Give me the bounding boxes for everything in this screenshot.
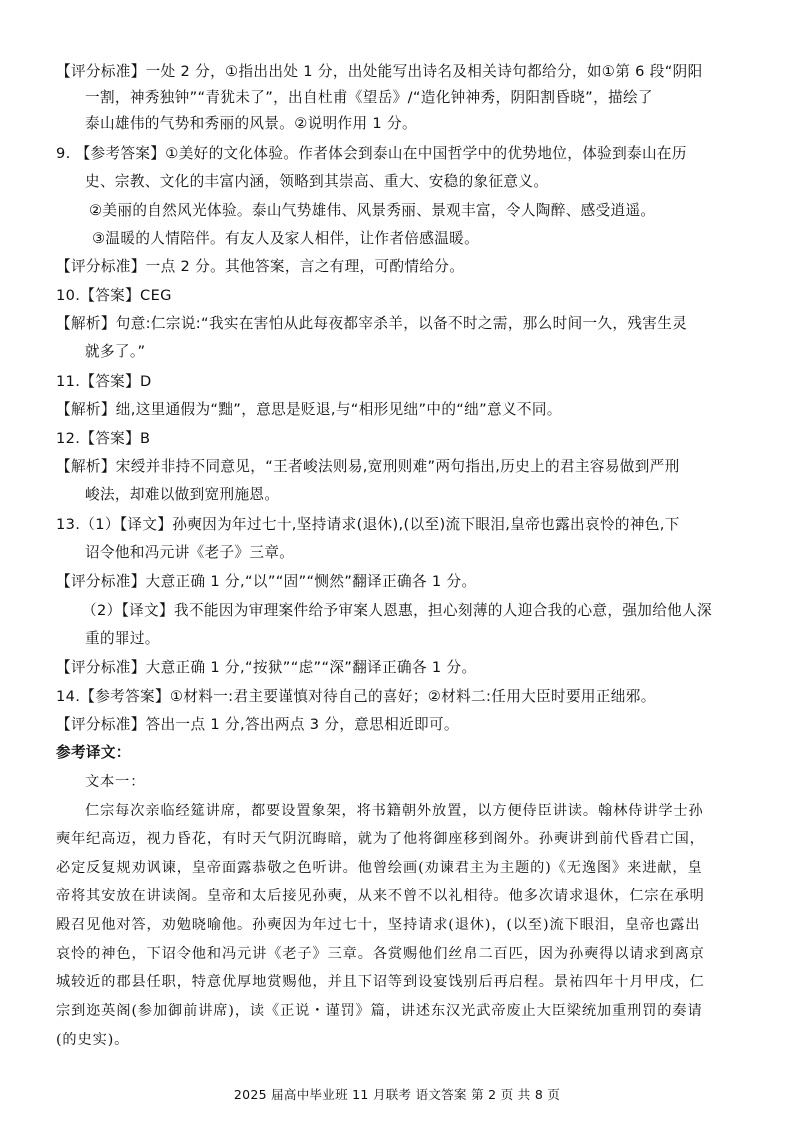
text-line: 城较近的郡县任职，特意优厚地赏赐他，并且下诏等到设宴饯别后再启程。景祐四年十月甲戌，仁 <box>56 974 705 990</box>
text-line: 史、宗教、文化的丰富内涵，领略到其崇高、重大、安稳的象征意义。 <box>85 173 549 190</box>
text-line: (的史实)。 <box>56 1032 130 1048</box>
text-line: 殿召见他对答，劝勉晓喻他。孙奭因为年过七十，坚持请求(退休)，(以至)流下眼泪，皇帝也露出 <box>56 917 701 933</box>
text-line: 重的罪过。 <box>85 630 160 647</box>
text-line: 【评分标准】一点 2 分。其他答案，言之有理，可酌情给分。 <box>56 258 465 275</box>
text-line: 【评分标准】大意正确 1 分,“按狱”“虑”“深”翻译正确各 1 分。 <box>56 659 477 676</box>
text-line: 【评分标准】大意正确 1 分,“以”“固”“恻然”翻译正确各 1 分。 <box>56 573 477 590</box>
text-line: 【解析】绌,这里通假为“黜”，意思是贬退,与“相形见绌”中的“绌”意义不同。 <box>56 401 562 418</box>
text-line: 14.【参考答案】①材料一:君主要谨慎对待自己的喜好；②材料二:任用大臣时要用正绌邪。 <box>56 688 656 705</box>
text-line: 12.【答案】B <box>56 430 151 447</box>
text-line: 【评分标准】答出一点 1 分,答出两点 3 分，意思相近即可。 <box>56 716 459 733</box>
text-line: 就多了。” <box>85 343 146 360</box>
text-line: 必定反复规劝讽谏，皇帝面露恭敬之色听讲。他曾绘画(劝谏君主为主题的)《无逸图》来进献，皇 <box>56 860 703 876</box>
text-line: 仁宗每次亲临经筵讲席，都要设置象架，将书籍朝外放置，以方便侍臣讲读。翰林侍讲学士孙 <box>85 803 704 819</box>
text-line: 【解析】句意:仁宗说:“我实在害怕从此每夜都宰杀羊，以备不时之需，那么时间一久，残害生灵 <box>56 315 688 332</box>
text-line: 【评分标准】一处 2 分，①指出出处 1 分，出处能写出诗名及相关诗句都给分，如①第 6 段“阴阳 <box>56 63 703 80</box>
text-line: 文本一： <box>85 774 146 790</box>
text-line: 9. 【参考答案】①美好的文化体验。作者体会到泰山在中国哲学中的优势地位，体验到泰山在历 <box>56 145 687 162</box>
text-line: ③温暖的人情陪伴。有友人及家人相伴，让作者倍感温暖。 <box>92 230 480 247</box>
text-line: 【解析】宋绶并非持不同意见，“王者峻法则易,宽刑则难”两句指出,历史上的君主容易做到严刑 <box>56 458 680 475</box>
text-line: 13.（1）【译文】孙奭因为年过七十,坚持请求(退休),(以至)流下眼泪,皇帝也露出哀怜的神色,下 <box>56 516 680 533</box>
text-line: 帝将其安放在讲读阁。皇帝和太后接见孙奭，从来不曾不以礼相待。他多次请求退休，仁宗在承明 <box>56 888 705 904</box>
text-line: 一割，神秀独钟”“青犹未了”，出自杜甫《望岳》/“造化钟神秀，阴阳割昏晓”，描绘了 <box>85 89 653 106</box>
text-line: （2）【译文】我不能因为审理案件给予审案人恩惠，担心刻薄的人迎合我的心意，强加给他人深 <box>82 602 712 619</box>
text-line: ②美丽的自然风光体验。泰山气势雄伟、风景秀丽、景观丰富，令人陶醉、感受逍遥。 <box>89 202 656 219</box>
text-line: 哀怜的神色，下诏令他和冯元讲《老子》三章。各赏赐他们丝帛二百匹，因为孙奭得以请求到离京 <box>56 946 705 962</box>
text-line: 诏令他和冯元讲《老子》三章。 <box>85 544 295 561</box>
text-line: 奭年纪高迈，视力昏花，有时天气阴沉晦暗，就为了他将御座移到阁外。孙奭讲到前代昏君亡国， <box>56 831 705 847</box>
text-line: 10.【答案】CEG <box>56 287 172 304</box>
page-footer: 2025 届高中毕业班 11 月联考 语文答案 第 2 页 共 8 页 <box>233 1087 561 1102</box>
text-line: 11.【答案】D <box>56 373 152 390</box>
section-heading: 参考译文： <box>56 744 131 761</box>
text-line: 泰山雄伟的气势和秀丽的风景。②说明作用 1 分。 <box>85 115 417 132</box>
text-line: 宗到迩英阁(参加御前讲席)，读《正说・谨罚》篇，讲述东汉光武帝废止大臣梁统加重刑罚的奏请 <box>56 1003 703 1019</box>
text-line: 峻法，却难以做到宽刑施恩。 <box>85 486 280 503</box>
